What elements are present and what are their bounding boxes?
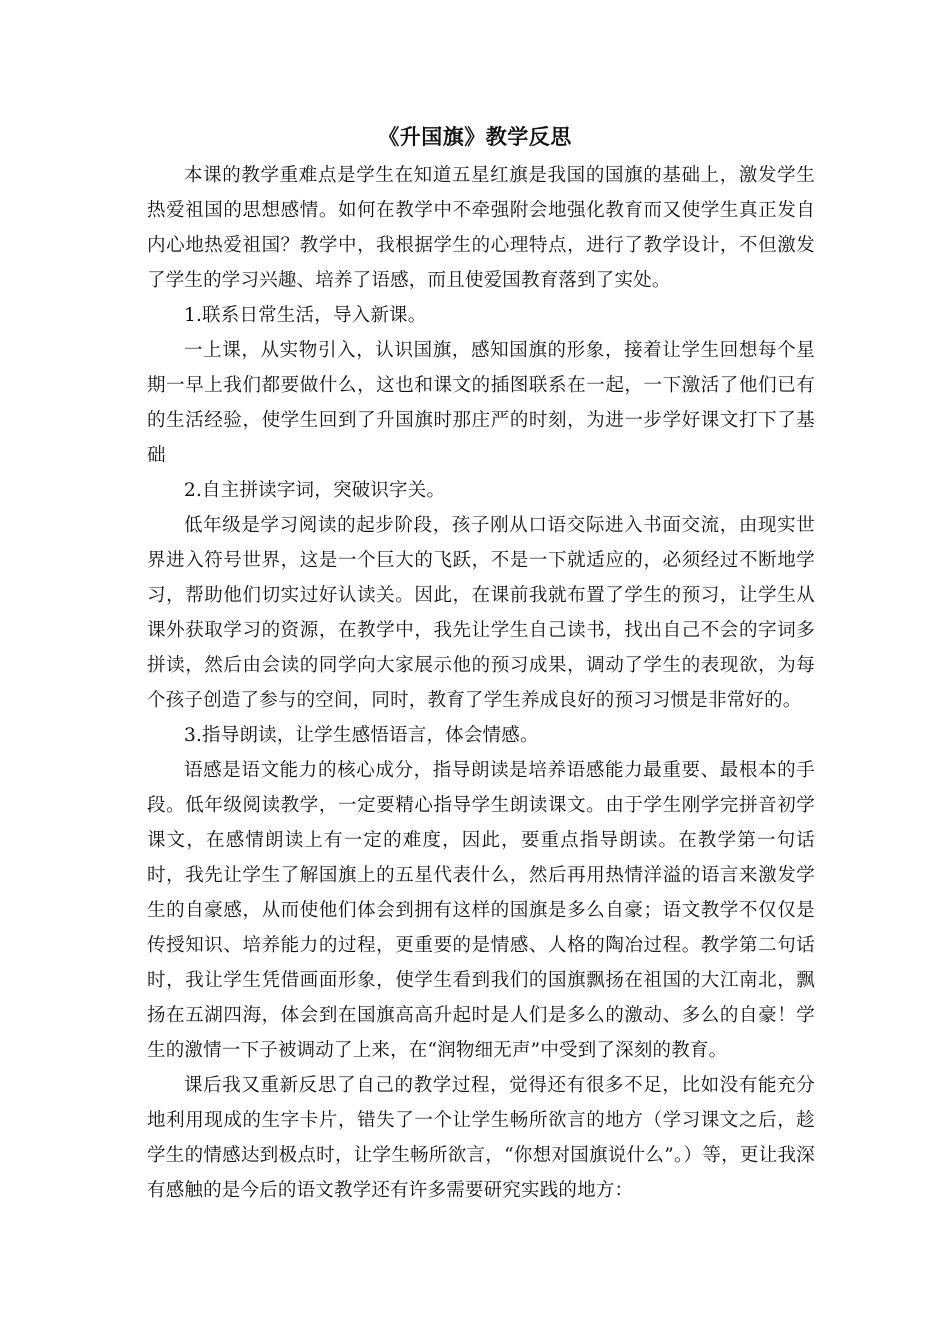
document-title: 《升国旗》教学反思 — [378, 124, 572, 149]
paragraph-section-2: 低年级是学习阅读的起步阶段，孩子刚从口语交际进入书面交流，由现实世界进入符号世界，这是一个巨大的飞跃，不是一下就适应的，必须经过不断地学习，帮助他们切实过好认读关。因此，在课前我就布置了学生的预习，让学生从课外获取学习的资源，在教学中，我先让学生自己读书，找出自己不会的字词多拼读，然后由会读的同学向大家展示他的预习成果，调动了学生的表现欲，为每个孩子创造了参与的空间，同时，教育了学生养成良好的预习习惯是非常好的。 — [147, 515, 815, 711]
paragraph-intro: 本课的教学重难点是学生在知道五星红旗是我国的国旗的基础上，激发学生热爱祖国的思想感情。如何在教学中不牵强附会地强化教育而又使学生真正发自内心地热爱祖国？教学中，我根据学生的心理特点，进行了教学设计，不但激发了学生的学习兴趣、培养了语感，而且使爱国教育落到了实处。 — [147, 165, 815, 291]
section-heading-1: 1.联系日常生活，导入新课。 — [184, 305, 427, 326]
paragraph-reflection: 课后我又重新反思了自己的教学过程，觉得还有很多不足，比如没有能充分地利用现成的生字卡片，错失了一个让学生畅所欲言的地方（学习课文之后，趁学生的情感达到极点时，让学生畅所欲言，“你想对国旗说什么”。）等，更让我深有感触的是今后的语文教学还有许多需要研究实践的地方： — [147, 1075, 815, 1201]
paragraph-section-3: 语感是语文能力的核心成分，指导朗读是培养语感能力最重要、最根本的手段。低年级阅读教学，一定要精心指导学生朗读课文。由于学生刚学完拼音初学课文，在感情朗读上有一定的难度，因此，要重点指导朗读。在教学第一句话时，我先让学生了解国旗上的五星代表什么，然后再用热情洋溢的语言来激发学生的自豪感，从而使他们体会到拥有这样的国旗是多么自豪；语文教学不仅仅是传授知识、培养能力的过程，更重要的是情感、人格的陶冶过程。教学第二句话时，我让学生凭借画面形象，使学生看到我们的国旗飘扬在祖国的大江南北，飘扬在五湖四海，体会到在国旗高高升起时是人们是多么的激动、多么的自豪！学生的激情一下子被调动了上来，在“润物细无声”中受到了深刻的教育。 — [147, 760, 815, 1061]
section-heading-3: 3.指导朗读，让学生感悟语言，体会情感。 — [184, 725, 539, 746]
paragraph-section-1: 一上课，从实物引入，认识国旗，感知国旗的形象，接着让学生回想每个星期一早上我们都要做什么，这也和课文的插图联系在一起，一下激活了他们已有的生活经验，使学生回到了升国旗时那庄严的时刻，为进一步学好课文打下了基础 — [147, 340, 815, 466]
document-body — [147, 158, 815, 1208]
section-heading-2: 2.自主拼读字词，突破识字关。 — [184, 480, 446, 501]
